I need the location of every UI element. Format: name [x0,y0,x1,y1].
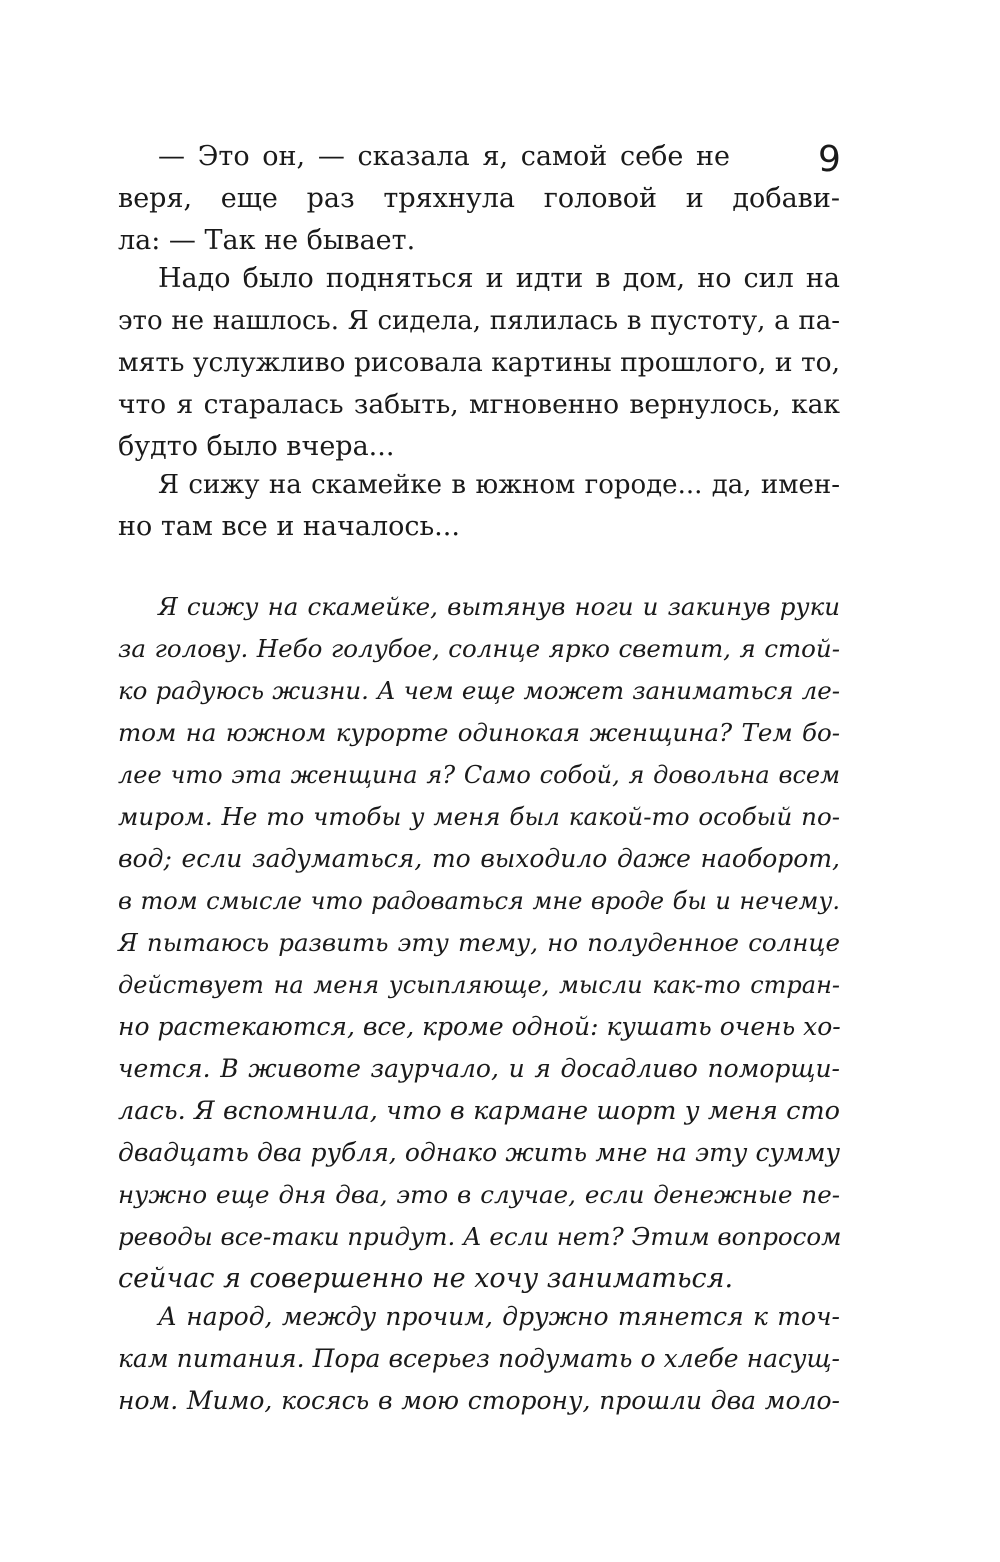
text-line: миром. Не то чтобы у меня был какой-то особый по- [118,802,840,831]
text-line: веря, еще раз тряхнула головой и добави- [118,183,840,214]
text-line: Я пытаюсь развить эту тему, но полуденное солнце [118,928,840,957]
text-line: сейчас я совершенно не хочу заниматься. [118,1263,734,1294]
text-line: двадцать два рубля, однако жить мне на эту сумму [118,1138,840,1167]
text-line: ла: — Так не бывает. [118,225,416,256]
text-line: реводы все-таки придут. А если нет? Этим вопросом [118,1222,842,1251]
page-number: 9 [818,139,841,180]
text-line: том на южном курорте одинокая женщина? Тем бо- [118,718,840,747]
text-line: в том смысле что радоваться мне вроде бы и нечему. [118,887,840,915]
text-line: — Это он, — сказала я, самой себе не [158,141,730,172]
text-line: нужно еще дня два, это в случае, если денежные пе- [118,1180,840,1209]
text-line: но растекаются, все, кроме одной: кушать очень хо- [118,1012,841,1041]
text-line: А народ, между прочим, дружно тянется к точ- [158,1302,840,1331]
text-line: это не нашлось. Я сидела, пялилась в пустоту, а па- [118,306,840,336]
text-line: кам питания. Пора всерьез подумать о хлебе насущ- [118,1344,840,1373]
text-line: Я сижу на скамейке в южном городе... да, имен- [158,470,840,500]
text-line: вод; если задуматься, то выходило даже наоборот, [118,844,840,873]
text-line: что я старалась забыть, мгновенно вернулось, как [118,389,840,420]
text-line: мять услужливо рисовала картины прошлого, и то, [118,347,840,378]
text-line: действует на меня усыпляюще, мысли как-то стран- [118,971,840,999]
text-line: лась. Я вспомнила, что в кармане шорт у меня сто [118,1096,840,1126]
text-line: Я сижу на скамейке, вытянув ноги и закинув руки [158,592,840,621]
text-line: но там все и началось... [118,511,460,542]
text-line: ном. Мимо, косясь в мою сторону, прошли два моло- [118,1386,840,1415]
text-line: лее что эта женщина я? Само собой, я довольна всем [118,761,840,789]
text-line: чется. В животе заурчало, и я досадливо поморщи- [118,1054,840,1083]
text-line: ко радуюсь жизни. А чем еще может заниматься ле- [118,676,840,705]
text-line: за голову. Небо голубое, солнце ярко светит, я стой- [118,634,840,663]
text-line: Надо было подняться и идти в дом, но сил на [158,263,840,294]
text-line: будто было вчера... [118,431,395,462]
